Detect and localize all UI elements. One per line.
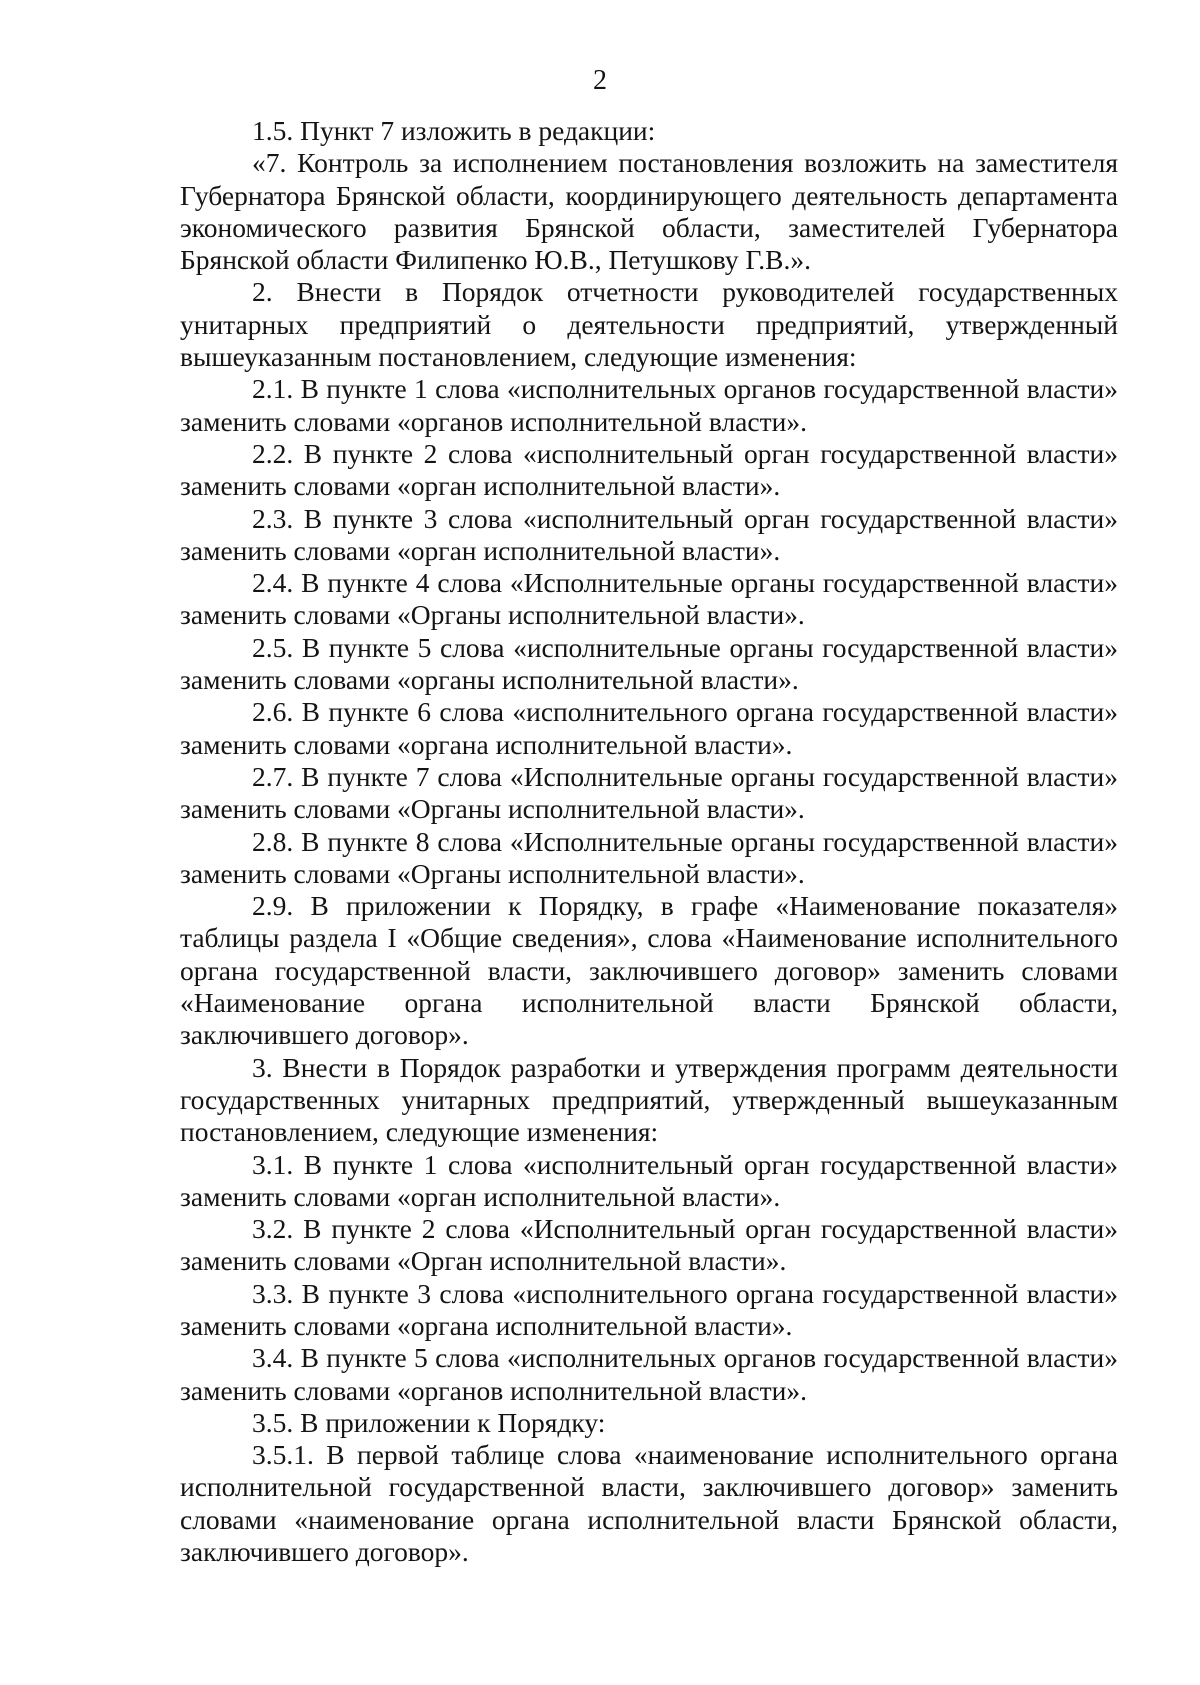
paragraph-2-1: 2.1. В пункте 1 слова «исполнительных органов государственной власти» заменить словами «органов исполнительной власти». — [180, 373, 1118, 437]
paragraph-2-2: 2.2. В пункте 2 слова «исполнительный орган государственной власти» заменить словами «орган исполнительной власти». — [180, 437, 1118, 502]
paragraph-quote-7: «7. Контроль за исполнением постановления возложить на заместителя Губернатора Брянской области, координирующего деятельность департамента экономического развития Брянской области, заместителей Губернатора Брянской области Филипенко Ю.В., Петушкову Г.В.». — [180, 147, 1118, 276]
document-body — [180, 115, 1118, 1568]
paragraph-2-9: 2.9. В приложении к Порядку, в графе «Наименование показателя» таблицы раздела I «Общие сведения», слова «Наименование исполнительного органа государственной власти, заключившего договор» заменить словами «Наименование органа исполнительной власти Брянской области, заключившего договор». — [180, 890, 1118, 1051]
paragraph-2-4: 2.4. В пункте 4 слова «Исполнительные органы государственной власти» заменить словами «Органы исполнительной власти». — [180, 567, 1118, 631]
paragraph-3-4: 3.4. В пункте 5 слова «исполнительных органов государственной власти» заменить словами «органов исполнительной власти». — [180, 1342, 1118, 1406]
paragraph-3-1: 3.1. В пункте 1 слова «исполнительный орган государственной власти» заменить словами «орган исполнительной власти». — [180, 1148, 1118, 1212]
paragraph-1-5: 1.5. Пункт 7 изложить в редакции: — [252, 115, 656, 146]
paragraph-3-5-1: 3.5.1. В первой таблице слова «наименование исполнительного органа исполнительной государственной власти, заключившего договор» заменить словами «наименование органа исполнительной власти Брянской области, заключившего договор». — [180, 1439, 1118, 1568]
paragraph-3: 3. Внести в Порядок разработки и утверждения программ деятельности государственных унитарных предприятий, утвержденный вышеуказанным постановлением, следующие изменения: — [180, 1051, 1118, 1148]
paragraph-3-5: 3.5. В приложении к Порядку: — [252, 1406, 606, 1438]
paragraph-2-5: 2.5. В пункте 5 слова «исполнительные органы государственной власти» заменить словами «органы исполнительной власти». — [180, 631, 1118, 696]
page-number: 2 — [593, 65, 607, 96]
paragraph-2-6: 2.6. В пункте 6 слова «исполнительного органа государственной власти» заменить словами «органа исполнительной власти». — [180, 696, 1118, 760]
paragraph-3-2: 3.2. В пункте 2 слова «Исполнительный орган государственной власти» заменить словами «Орган исполнительной власти». — [180, 1213, 1118, 1277]
paragraph-3-3: 3.3. В пункте 3 слова «исполнительного органа государственной власти» заменить словами «органа исполнительной власти». — [180, 1277, 1118, 1341]
paragraph-2-3: 2.3. В пункте 3 слова «исполнительный орган государственной власти» заменить словами «орган исполнительной власти». — [180, 502, 1118, 566]
paragraph-2-8: 2.8. В пункте 8 слова «Исполнительные органы государственной власти» заменить словами «Органы исполнительной власти». — [180, 825, 1118, 889]
paragraph-2-7: 2.7. В пункте 7 слова «Исполнительные органы государственной власти» заменить словами «Органы исполнительной власти». — [180, 760, 1118, 825]
paragraph-2: 2. Внести в Порядок отчетности руководителей государственных унитарных предприятий о деятельности предприятий, утвержденный вышеуказанным постановлением, следующие изменения: — [180, 276, 1118, 373]
